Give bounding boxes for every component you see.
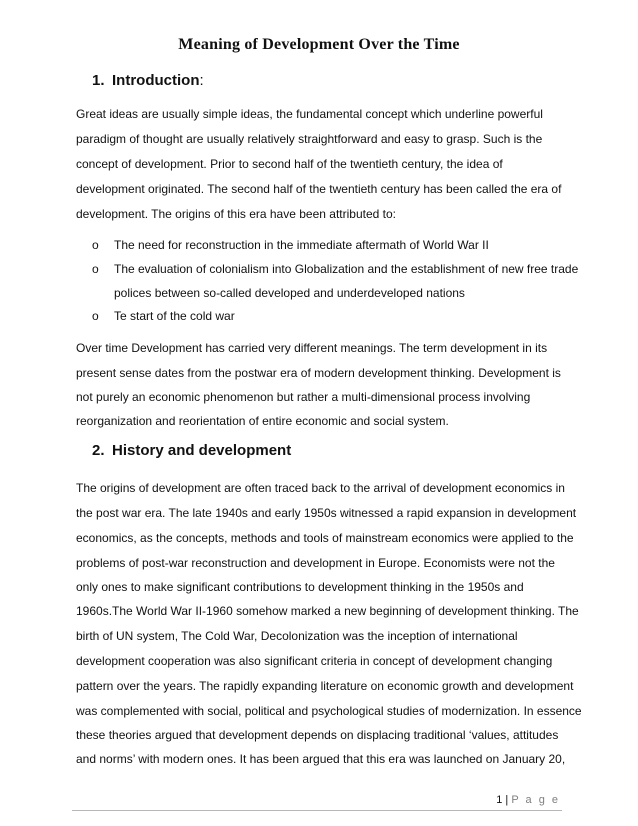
paragraph-line: paradigm of thought are usually relatively straightforward and easy to grasp. Such is the [76, 132, 543, 146]
bullet-item-line: Te start of the cold war [114, 309, 235, 323]
paragraph-line: pattern over the years. The rapidly expanding literature on economic growth and development [76, 679, 574, 693]
paragraph-line: and norms’ with modern ones. It has been argued that this era was launched on January 20, [76, 752, 566, 766]
paragraph-line: The origins of development are often traced back to the arrival of development economics in [76, 481, 565, 495]
section-1-title: Introduction [112, 72, 200, 89]
section-2-number: 2. [92, 442, 105, 459]
bullet-item-line: The evaluation of colonialism into Globalization and the establishment of new free trade [114, 262, 579, 276]
footer-divider [72, 810, 562, 811]
page-label: P a g e [511, 794, 560, 806]
paragraph-line: the post war era. The late 1940s and early 1950s witnessed a rapid expansion in development [76, 506, 577, 520]
bullet-marker: o [92, 262, 99, 276]
paragraph-line: development. The origins of this era have been attributed to: [76, 207, 396, 221]
section-1-number: 1. [92, 72, 105, 89]
bullet-item-line: polices between so-called developed and underdeveloped nations [114, 286, 465, 300]
paragraph-line: economics, as the concepts, methods and tools of mainstream economics were applied to the [76, 531, 574, 545]
section-1-heading [94, 72, 204, 89]
paragraph-line: problems of post-war reconstruction and development in Europe. Economists were not the [76, 556, 555, 570]
paragraph-line: concept of development. Prior to second half of the twentieth century, the idea of [76, 157, 503, 171]
footer-separator: | [505, 794, 509, 806]
page-footer [496, 794, 560, 806]
paragraph-line: 1960s.The World War II-1960 somehow marked a new beginning of development thinking. The [76, 604, 579, 618]
bullet-marker: o [92, 238, 99, 252]
bullet-marker: o [92, 309, 99, 323]
page-number: 1 [496, 794, 503, 806]
section-1-colon: : [199, 72, 204, 89]
paragraph-line: development cooperation was also significant criteria in concept of development changing [76, 654, 553, 668]
section-2-title: History and development [112, 442, 292, 459]
paragraph-line: not purely an economic phenomenon but rather a multi-dimensional process involving [76, 390, 531, 404]
paragraph-line: birth of UN system, The Cold War, Decolonization was the inception of international [76, 629, 518, 643]
paragraph-line: reorganization and reorientation of entire economic and social system. [76, 414, 449, 428]
section-2-heading [94, 442, 291, 459]
paragraph-line: present sense dates from the postwar era of modern development thinking. Development is [76, 366, 561, 380]
bullet-item-line: The need for reconstruction in the immediate aftermath of World War II [114, 238, 489, 252]
paragraph-line: Over time Development has carried very different meanings. The term development in its [76, 341, 548, 355]
paragraph-line: was complemented with social, political and psychological studies of modernization. In essence [76, 704, 582, 718]
paragraph-line: these theories argued that development depends on displacing traditional ‘values, attitudes [76, 728, 559, 742]
paragraph-line: Great ideas are usually simple ideas, the fundamental concept which underline powerful [76, 107, 543, 121]
paragraph-line: development originated. The second half of the twentieth century has been called the era of [76, 182, 562, 196]
document-title: Meaning of Development Over the Time [178, 36, 460, 53]
paragraph-line: only ones to make significant contributions to development thinking in the 1950s and [76, 580, 524, 594]
